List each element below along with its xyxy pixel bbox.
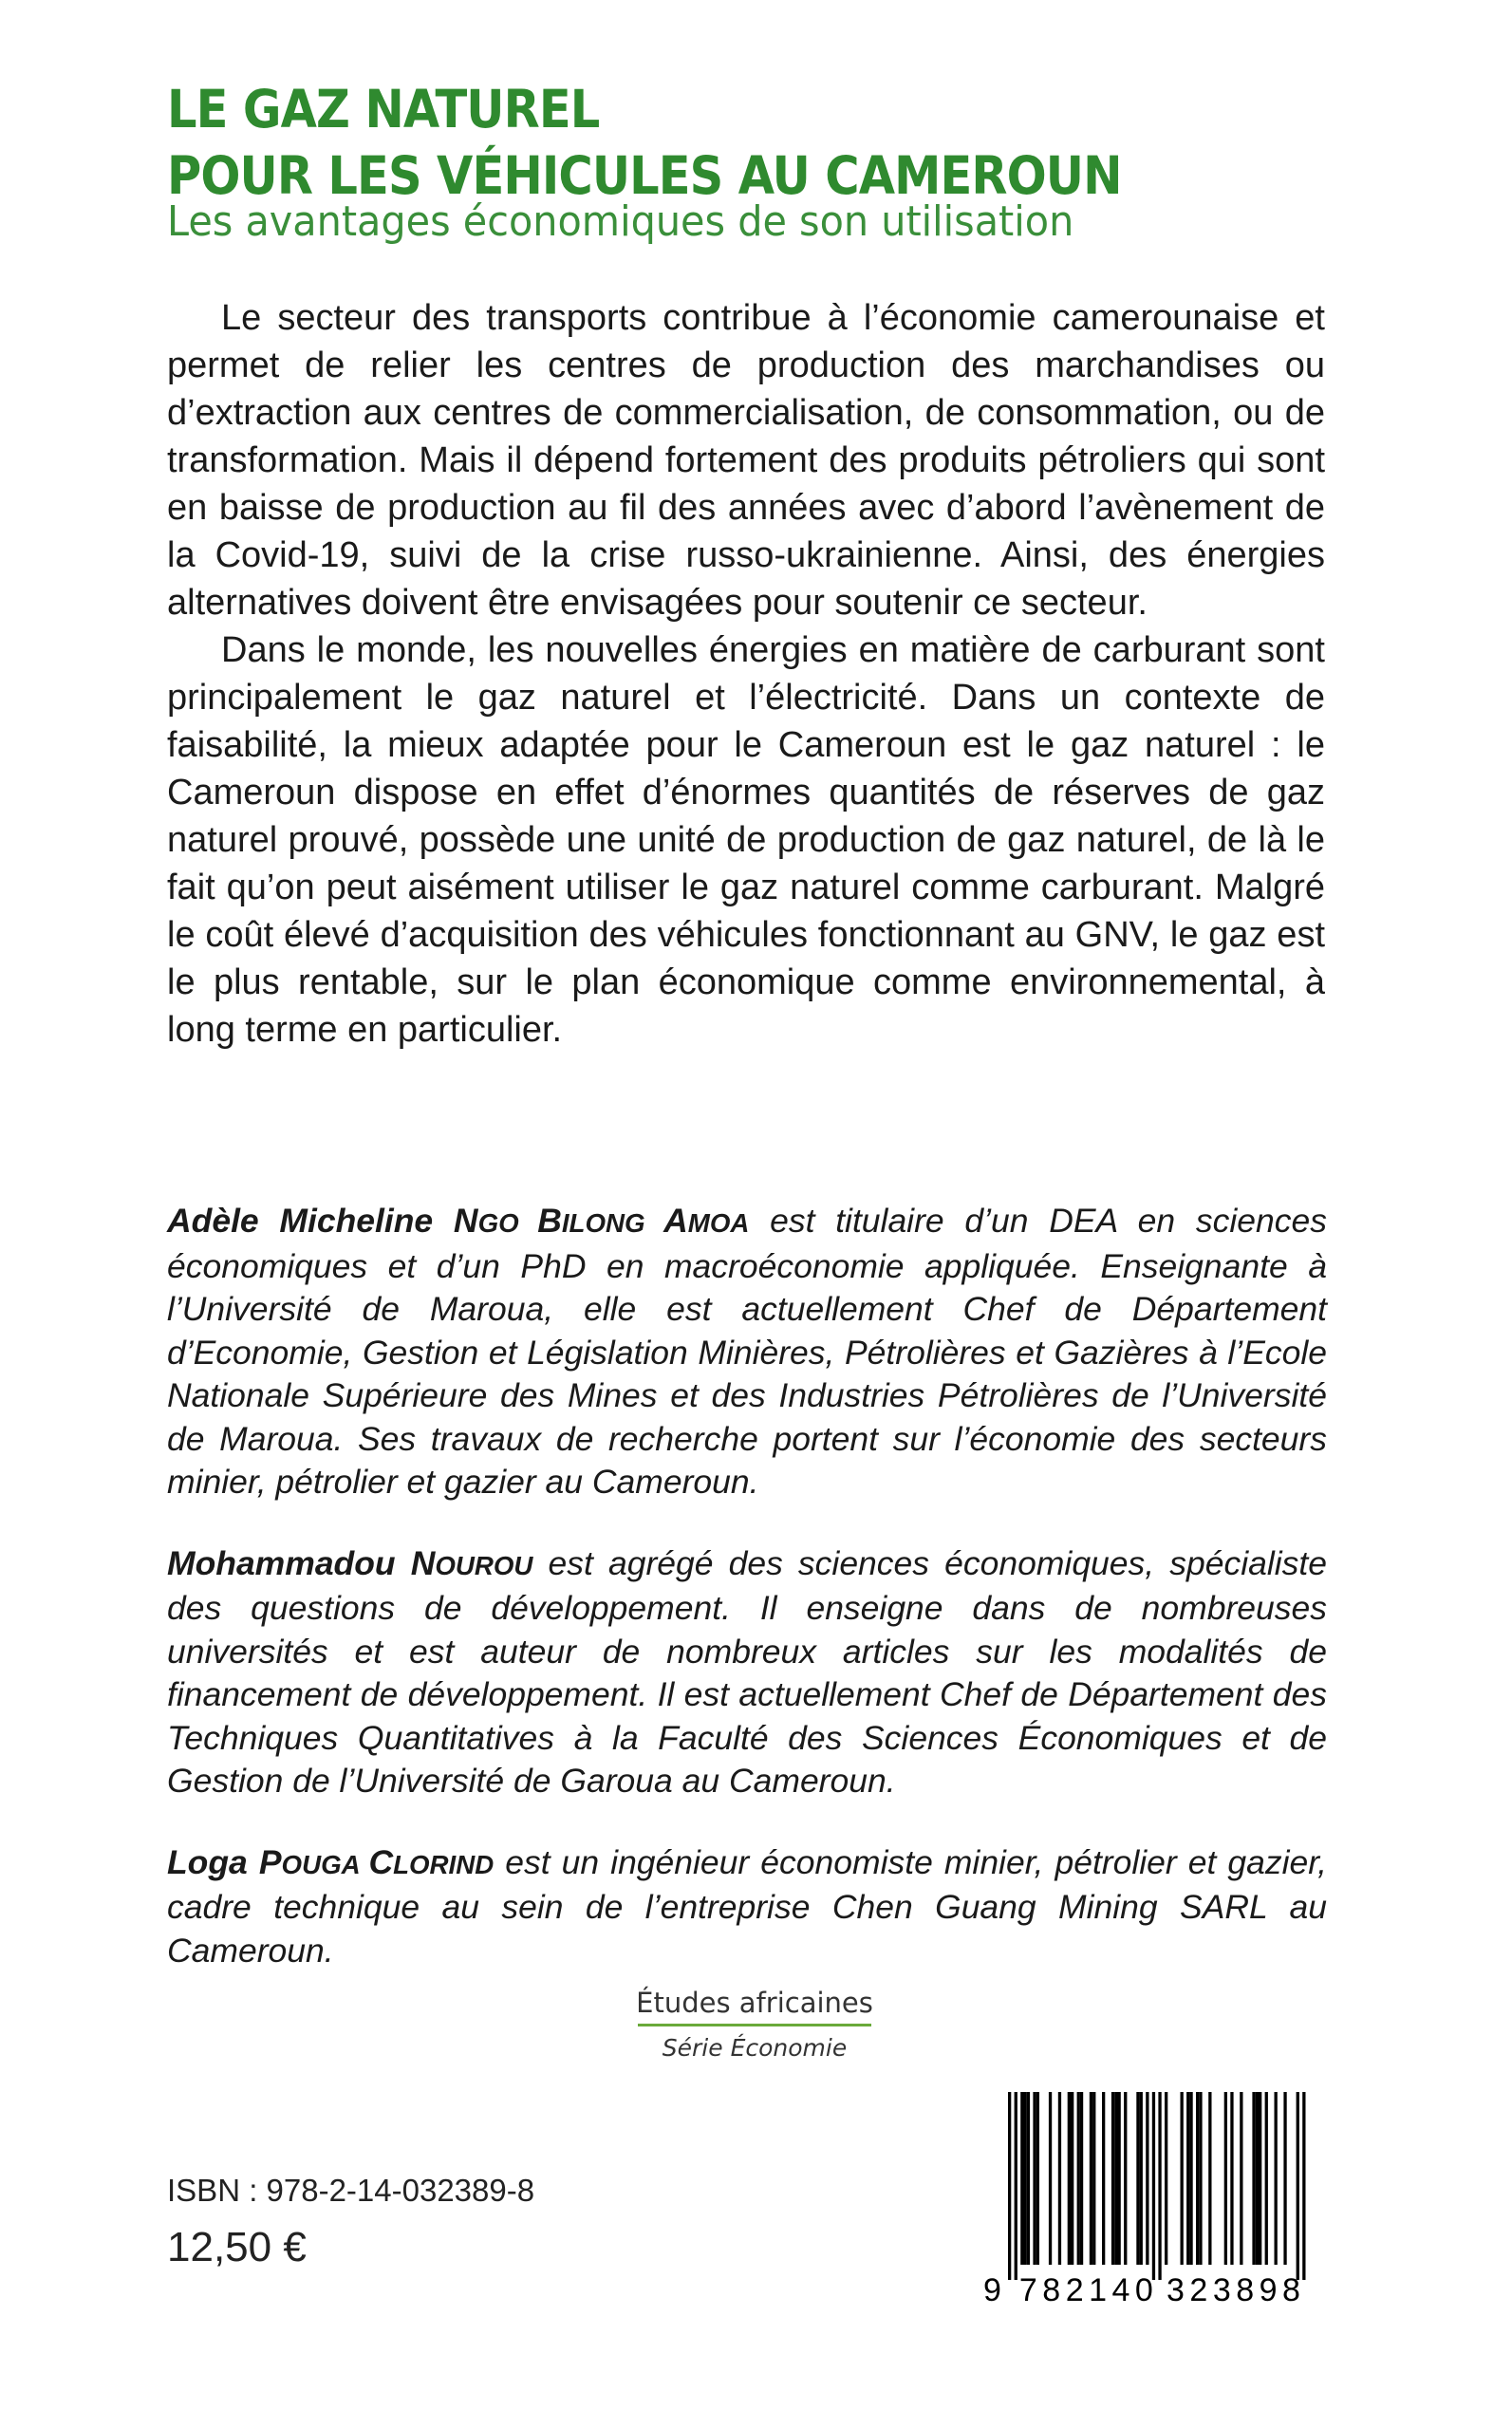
barcode-bar xyxy=(1181,2092,1184,2265)
barcode-bar xyxy=(1230,2092,1233,2265)
barcode-bar xyxy=(1240,2092,1242,2265)
price: 12,50 € xyxy=(167,2224,307,2270)
series-logo xyxy=(630,1984,879,2064)
barcode-bar xyxy=(1024,2092,1027,2265)
author-bio xyxy=(167,1200,1327,1504)
barcode-digits: 323898 xyxy=(1167,2272,1306,2308)
barcode-bar xyxy=(1224,2092,1227,2265)
author-name: Loga POUGA CLORIND xyxy=(167,1842,495,1881)
barcode-bar xyxy=(1077,2092,1080,2265)
barcode-bar xyxy=(1020,2092,1023,2265)
author-bio-text: est un ingénieur économiste minier, pétrolier et gazier, cadre technique au sein de l’entreprise Chen Guang Mining SARL au Cameroun. xyxy=(167,1842,1327,1970)
blurb-paragraph: Le secteur des transports contribue à l’économie camerounaise et permet de relier les centres de production des marchandises ou d’extraction aux centres de commercialisation, de consommation, ou de transformation. Mais il dépend fortement des produits pétroliers qui sont en baisse de production au fil des années avec d’abord l’avènement de la Covid-19, suivi de la crise russo-ukrainienne. Ainsi, des énergies alternatives doivent être envisagées pour soutenir ce secteur. xyxy=(167,298,1325,623)
barcode-bar xyxy=(1140,2092,1143,2265)
author-bio-text: est titulaire d’un DEA en sciences économiques et d’un PhD en macroéconomie appliquée. Enseignante à l’Université de Maroua, elle est actuellement Chef de Département d’Economie, Gestion et Législation Minières, Pétrolières et Gazières à l’Ecole Nationale Supérieure des Mines et des Industries Pétrolières de l’Université de Maroua. Ses travaux de recherche portent sur l’économie des secteurs minier, pétrolier et gazier au Cameroun. xyxy=(167,1202,1327,1501)
barcode xyxy=(978,2084,1314,2312)
book-title xyxy=(167,76,1122,209)
barcode-bar xyxy=(1256,2092,1259,2265)
series-subseries: Série Économie xyxy=(662,2034,848,2062)
author-name: Adèle Micheline NGO BILONG AMOA xyxy=(167,1202,750,1240)
barcode-bar xyxy=(1049,2092,1052,2265)
isbn: ISBN : 978-2-14-032389-8 xyxy=(167,2173,535,2208)
barcode-bar xyxy=(1071,2092,1073,2265)
barcode-bar xyxy=(1165,2092,1167,2265)
barcode-bar xyxy=(1302,2092,1305,2280)
barcode-bar xyxy=(1199,2092,1202,2265)
back-cover-blurb xyxy=(167,294,1325,1054)
barcode-bar xyxy=(1102,2092,1105,2265)
author-bio xyxy=(167,1841,1327,1973)
author-name: Mohammadou NOUROU xyxy=(167,1543,533,1582)
barcode-bar xyxy=(1111,2092,1114,2265)
barcode-bar xyxy=(1283,2092,1286,2265)
barcode-bar xyxy=(1124,2092,1127,2265)
barcode-bar xyxy=(1189,2092,1192,2265)
blurb-paragraph: Dans le monde, les nouvelles énergies en matière de carburant sont principalement le gaz naturel et l’électricité. Dans un contexte de faisabilité, la mieux adaptée pour le Cameroun est le gaz naturel : le Cameroun dispose en effet d’énormes quantités de réserves de gaz naturel prouvé, possède une unité de production de gaz naturel, de là le fait qu’on peut aisément utiliser le gaz naturel comme carburant. Malgré le coût élevé d’acquisition des véhicules fonctionnant au GNV, le gaz est le plus rentable, sur le plan économique comme environnemental, à long terme en particulier. xyxy=(167,630,1325,1050)
barcode-bar xyxy=(1080,2092,1083,2265)
barcode-bar xyxy=(1036,2092,1039,2265)
barcode-bar xyxy=(1152,2092,1155,2280)
barcode-bar xyxy=(1027,2092,1030,2265)
barcode-bar xyxy=(1146,2092,1148,2265)
barcode-bar xyxy=(1136,2092,1139,2265)
barcode-bar xyxy=(1033,2092,1036,2265)
barcode-bar xyxy=(1275,2092,1278,2265)
barcode-bar xyxy=(1297,2092,1299,2280)
title-line-1: LE GAZ NATUREL xyxy=(167,79,600,140)
barcode-digits: 782140 xyxy=(1018,2272,1159,2308)
author-bio xyxy=(167,1542,1327,1803)
title-line-2: POUR LES VÉHICULES AU CAMEROUN xyxy=(167,145,1122,206)
author-bios xyxy=(167,1200,1327,2010)
author-bio-text: est agrégé des sciences économiques, spécialiste des questions de développement. Il enseigne dans de nombreuses universités et est auteur de nombreux articles sur les modalités de financement de développement. Il est actuellement Chef de Département des Techniques Quantitatives à la Faculté des Sciences Économiques et de Gestion de l’Université de Garoua au Cameroun. xyxy=(167,1543,1328,1800)
barcode-bar xyxy=(1015,2092,1017,2280)
barcode-graphic xyxy=(978,2084,1314,2312)
barcode-bar xyxy=(1068,2092,1071,2265)
barcode-bar xyxy=(1265,2092,1268,2265)
barcode-bar xyxy=(1008,2092,1011,2280)
series-name: Études africaines xyxy=(636,1987,873,2019)
barcode-bar xyxy=(1090,2092,1092,2265)
barcode-digits: 9 xyxy=(983,2272,1007,2308)
barcode-bar xyxy=(1118,2092,1121,2265)
barcode-bar xyxy=(1196,2092,1199,2265)
barcode-bar xyxy=(1158,2092,1161,2280)
barcode-bar xyxy=(1092,2092,1095,2265)
barcode-bar xyxy=(1058,2092,1061,2265)
barcode-bar xyxy=(1208,2092,1211,2265)
barcode-bar xyxy=(1259,2092,1261,2265)
barcode-bar xyxy=(1186,2092,1189,2265)
barcode-bar xyxy=(1114,2092,1117,2265)
book-subtitle: Les avantages économiques de son utilisation xyxy=(167,197,1074,246)
series-divider xyxy=(638,2024,871,2026)
barcode-bar xyxy=(1252,2092,1255,2265)
